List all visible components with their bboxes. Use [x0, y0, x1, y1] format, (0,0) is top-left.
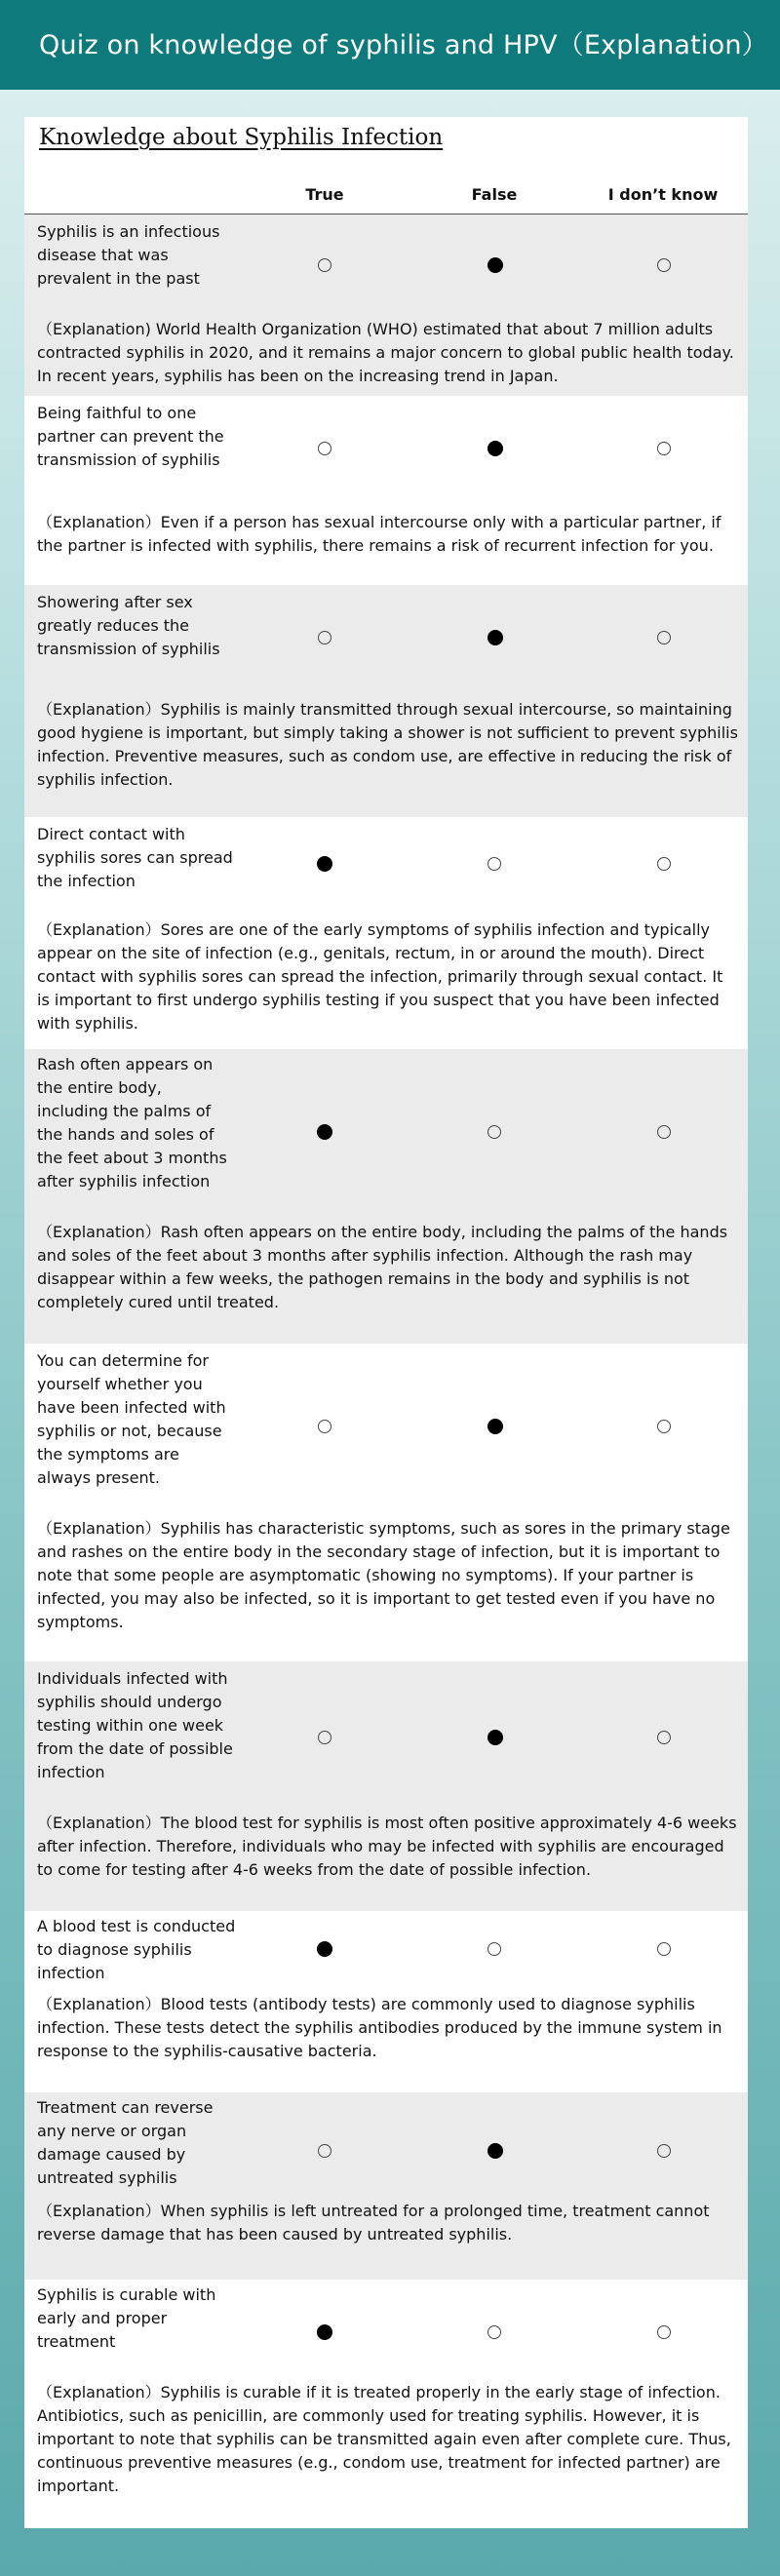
choice-dont-know[interactable] [657, 1125, 671, 1139]
choice-false[interactable] [488, 2325, 501, 2339]
explanation-text: （Explanation）Blood tests (antibody tests) are commonly used to diagnose syphilis infection. These tests detect the syphilis antibodies produced by the immune system in response to the syphilis-causative bacteria. [37, 1995, 722, 2060]
choice-true[interactable] [317, 2324, 332, 2340]
question-block [24, 396, 748, 585]
choice-dont-know[interactable] [657, 258, 671, 272]
page-title: Quiz on knowledge of syphilis and HPV（Explanation） [39, 30, 768, 60]
question-block [24, 1661, 748, 1911]
choice-dont-know[interactable] [657, 631, 671, 644]
choice-dont-know[interactable] [657, 1731, 671, 1744]
choice-true[interactable] [318, 2144, 332, 2158]
explanation-text: （Explanation）Rash often appears on the entire body, including the palms of the hands and soles of the feet about 3 months after syphilis infection. Although the rash may disappear within a few weeks, the pathogen remains in the body and syphilis is not completely cured until treated. [37, 1223, 728, 1311]
choice-false[interactable] [488, 441, 503, 456]
choice-false[interactable] [488, 1942, 501, 1956]
explanation-text: （Explanation) World Health Organization (WHO) estimated that about 7 million adults contracted syphilis in 2020, and it remains a major concern to global public health today. In recent years, syphilis has been on the increasing trend in Japan. [37, 320, 734, 385]
question-block [24, 585, 748, 817]
choice-dont-know[interactable] [657, 2144, 671, 2158]
choice-true[interactable] [318, 1731, 332, 1744]
explanation-text: （Explanation）When syphilis is left untreated for a prolonged time, treatment cannot reverse damage that has been caused by untreated syphilis. [37, 2202, 710, 2244]
explanation-text: （Explanation）Sores are one of the early symptoms of syphilis infection and typically appear on the site of infection (e.g., genitals, rectum, in or around the mouth). Direct contact with syphilis sores can spread the infection, primarily through sexual contact. It is important to first undergo syphilis testing if you suspect that you have been infected with syphilis. [37, 920, 723, 1033]
question-block [24, 2280, 748, 2528]
question-statement: A blood test is conducted to diagnose syphilis infection [37, 1917, 236, 1982]
choice-dont-know[interactable] [657, 2325, 671, 2339]
question-statement: Showering after sex greatly reduces the transmission of syphilis [37, 593, 220, 658]
question-statement: Syphilis is an infectious disease that was prevalent in the past [37, 222, 220, 288]
question-statement: Individuals infected with syphilis should undergo testing within one week from the date of possible infection [37, 1669, 233, 1781]
question-block [24, 215, 748, 396]
question-statement: Being faithful to one partner can prevent the transmission of syphilis [37, 404, 224, 469]
explanation-text: （Explanation）Syphilis is curable if it is treated properly in the early stage of infection. Antibiotics, such as penicillin, are commonly used for treating syphilis. However, it is important to note that syphilis can be transmitted again even after complete cure. Thus, continuous preventive measures (e.g., condom use, treatment for infected partner) are important. [37, 2383, 731, 2495]
choice-dont-know[interactable] [657, 1420, 671, 1433]
choice-true[interactable] [318, 631, 332, 644]
question-statement: You can determine for yourself whether you have been infected with syphilis or not, because the symptoms are always present. [37, 1351, 226, 1487]
choice-false[interactable] [488, 257, 503, 273]
choice-false[interactable] [488, 857, 501, 871]
page-header [0, 0, 780, 90]
explanation-text: （Explanation）Syphilis has characteristic symptoms, such as sores in the primary stage and rashes on the entire body in the secondary stage of infection, but it is important to note that some people are asymptomatic (showing no symptoms). If your partner is infected, you may also be infected, so it is important to get tested even if you have no symptoms. [37, 1519, 730, 1631]
choice-true[interactable] [317, 1124, 332, 1140]
column-header-false: False [471, 185, 518, 204]
column-header-true: True [305, 185, 344, 204]
explanation-text: （Explanation）Syphilis is mainly transmitted through sexual intercourse, so maintaining good hygiene is important, but simply taking a shower is not sufficient to prevent syphilis infection. Preventive measures, such as condom use, are effective in reducing the risk of syphilis infection. [37, 700, 738, 789]
choice-false[interactable] [488, 630, 503, 645]
choice-false[interactable] [488, 1419, 503, 1434]
column-header-dont-know: I don’t know [607, 185, 719, 204]
choice-false[interactable] [488, 1730, 503, 1745]
section-title: Knowledge about Syphilis Infection [39, 125, 444, 150]
question-block [24, 1344, 748, 1661]
choice-dont-know[interactable] [657, 1942, 671, 1956]
question-block [24, 817, 748, 1049]
question-block [24, 2092, 748, 2280]
choice-false[interactable] [488, 2143, 503, 2159]
choice-dont-know[interactable] [657, 442, 671, 455]
choice-true[interactable] [318, 442, 332, 455]
choice-true[interactable] [318, 258, 332, 272]
choice-true[interactable] [318, 1420, 332, 1433]
question-block [24, 1049, 748, 1344]
question-statement: Syphilis is curable with early and proper treatment [37, 2285, 216, 2351]
choice-true[interactable] [317, 1941, 332, 1957]
choice-false[interactable] [488, 1125, 501, 1139]
explanation-text: （Explanation）Even if a person has sexual intercourse only with a particular partner, if the partner is infected with syphilis, there remains a risk of recurrent infection for you. [37, 513, 722, 555]
choice-dont-know[interactable] [657, 857, 671, 871]
question-statement: Direct contact with syphilis sores can spread the infection [37, 825, 233, 890]
question-block [24, 1911, 748, 2092]
explanation-text: （Explanation）The blood test for syphilis is most often positive approximately 4-6 weeks after infection. Therefore, individuals who may be infected with syphilis are encouraged to come for testing after 4-6 weeks from the date of possible infection. [37, 1814, 737, 1879]
question-statement: Treatment can reverse any nerve or organ damage caused by untreated syphilis [37, 2098, 214, 2187]
question-statement: Rash often appears on the entire body, including the palms of the hands and soles of the feet about 3 months after syphilis infection [37, 1055, 227, 1190]
choice-true[interactable] [317, 856, 332, 872]
